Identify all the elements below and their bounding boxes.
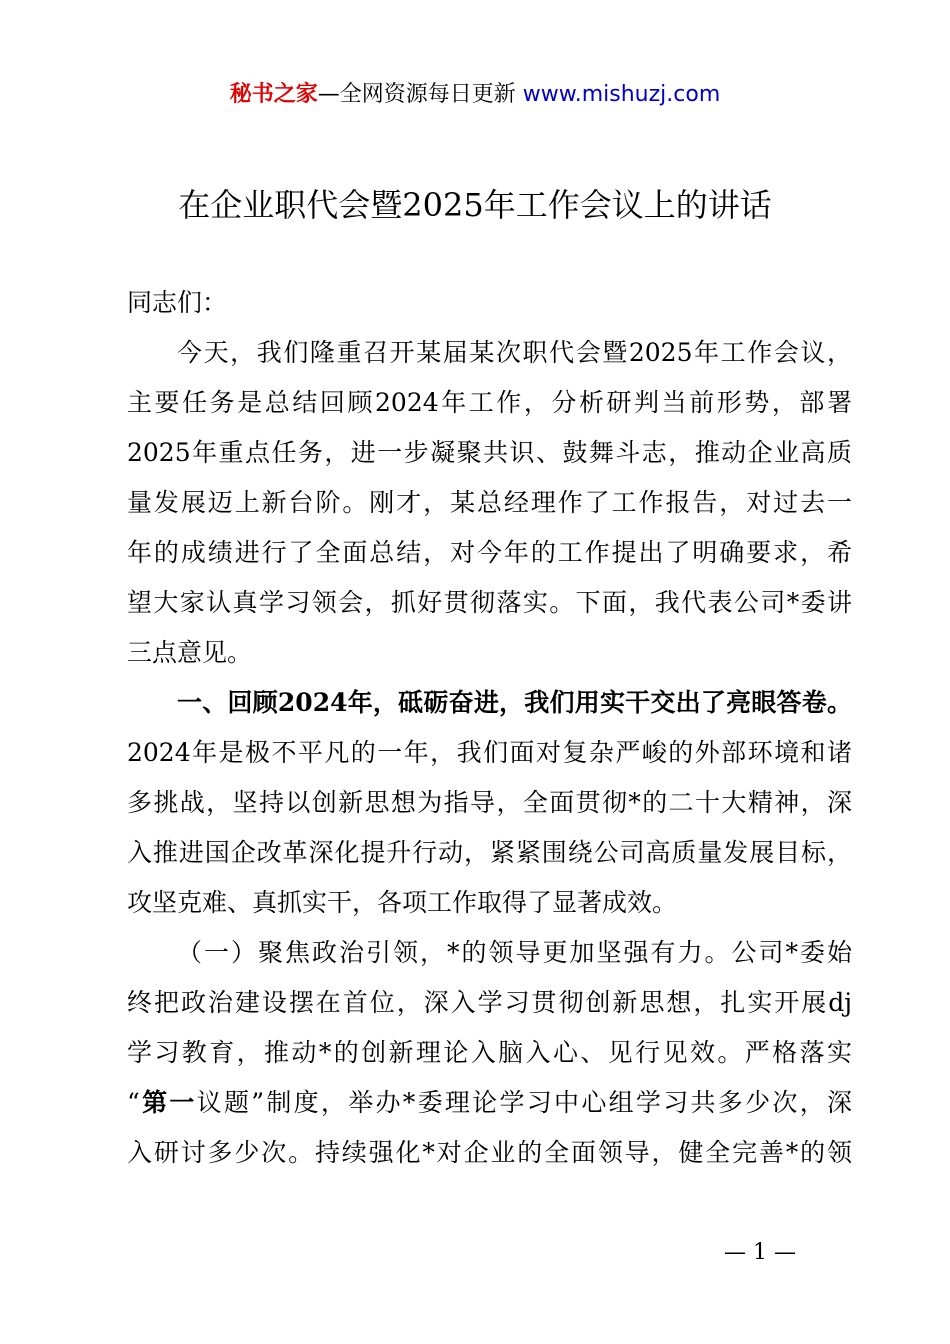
document-body	[127, 278, 852, 1178]
paragraph1-line: 量发展迈上新台阶。刚才，某总经理作了工作报告，对过去一	[127, 488, 852, 517]
subsection1-line: 终把政治建设摆在首位，深入学习贯彻创新思想，扎实开展dj	[127, 988, 852, 1017]
site-brand: 秘书之家	[229, 82, 318, 107]
quote-open-mark: “	[127, 1088, 140, 1117]
section1-line: 2024年是极不平凡的一年，我们面对复杂严峻的外部环境和诸	[127, 738, 852, 767]
quote-bold-text: 第一	[139, 1088, 197, 1117]
subsection1-line: 入研讨多少次。持续强化*对企业的全面领导，健全完善*的领	[127, 1138, 852, 1167]
section1-line: 多挑战，坚持以创新思想为指导，全面贯彻*的二十大精神，深	[127, 788, 852, 817]
section1-line: 攻坚克难、真抓实干，各项工作取得了显著成效。	[127, 888, 678, 917]
document-title: 在企业职代会暨2025年工作会议上的讲话	[178, 186, 772, 224]
subsection1-quote-line	[127, 1078, 852, 1128]
quote-rest-text: 议题”制度，举办*委理论学习中心组学习共多少次，深	[196, 1088, 852, 1117]
paragraph1-line: 望大家认真学习领会，抓好贯彻落实。下面，我代表公司*委讲	[127, 588, 852, 617]
paragraph1-line: 今天，我们隆重召开某届某次职代会暨2025年工作会议，	[177, 338, 852, 367]
subsection1-line: （一）聚焦政治引领，*的领导更加坚强有力。公司*委始	[177, 938, 852, 967]
page-number: — 1 —	[724, 1240, 796, 1265]
paragraph1-line: 年的成绩进行了全面总结，对今年的工作提出了明确要求，希	[127, 538, 852, 567]
section1-heading: 一、回顾2024年，砥砺奋进，我们用实干交出了亮眼答卷。	[177, 688, 852, 717]
section1-line: 入推进国企改革深化提升行动，紧紧围绕公司高质量发展目标，	[127, 838, 852, 867]
site-tagline: —全网资源每日更新	[317, 82, 523, 107]
subsection1-line: 学习教育，推动*的创新理论入脑入心、见行见效。严格落实	[127, 1038, 852, 1067]
paragraph1-line: 主要任务是总结回顾2024年工作，分析研判当前形势，部署	[127, 388, 852, 417]
site-url-link[interactable]: www.mishuzj.com	[522, 82, 721, 107]
paragraph1-line: 2025年重点任务，进一步凝聚共识、鼓舞斗志，推动企业高质	[127, 438, 852, 467]
salutation: 同志们：	[127, 288, 228, 317]
paragraph1-line: 三点意见。	[127, 638, 253, 667]
site-banner	[0, 80, 950, 110]
